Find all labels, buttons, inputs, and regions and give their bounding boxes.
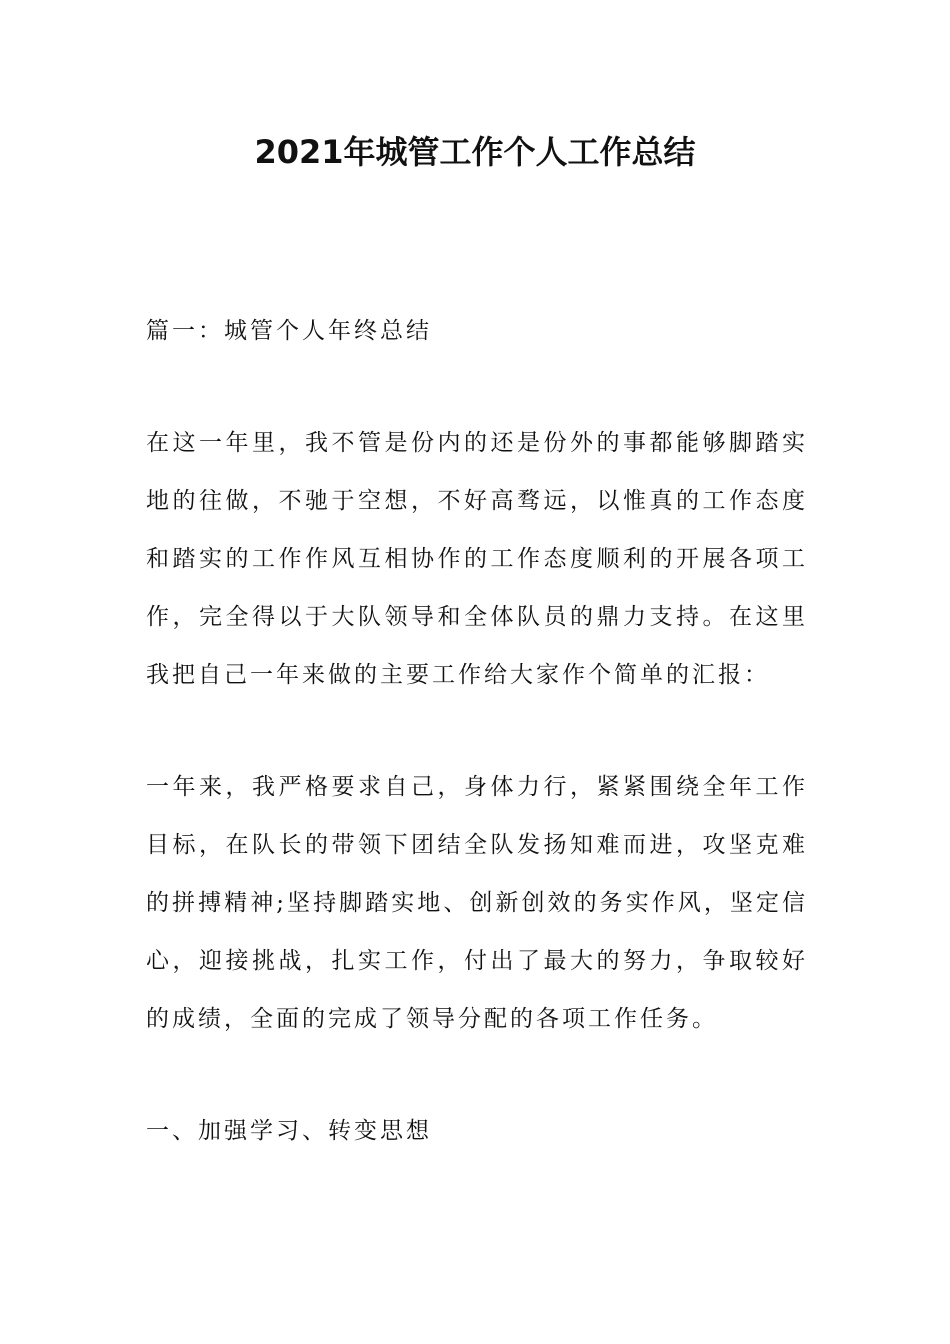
body-paragraph: 在这一年里，我不管是份内的还是份外的事都能够脚踏实地的往做，不驰于空想，不好高骛远，以惟真的工作态度和踏实的工作作风互相协作的工作态度顺利的开展各项工作，完全得以于大队领导和全体队员的鼎力支持。在这里我把自己一年来做的主要工作给大家作个简单的汇报： [146, 430, 808, 688]
document-title: 2021年城管工作个人工作总结 [254, 133, 696, 171]
section-heading: 一、加强学习、转变思想 [146, 1118, 432, 1144]
section-heading: 篇一：城管个人年终总结 [146, 318, 432, 344]
body-paragraph: 一年来，我严格要求自己，身体力行，紧紧围绕全年工作目标，在队长的带领下团结全队发扬知难而进，攻坚克难的拼搏精神;坚持脚踏实地、创新创效的务实作风，坚定信心，迎接挑战，扎实工作，付出了最大的努力，争取较好的成绩，全面的完成了领导分配的各项工作任务。 [146, 774, 808, 1032]
